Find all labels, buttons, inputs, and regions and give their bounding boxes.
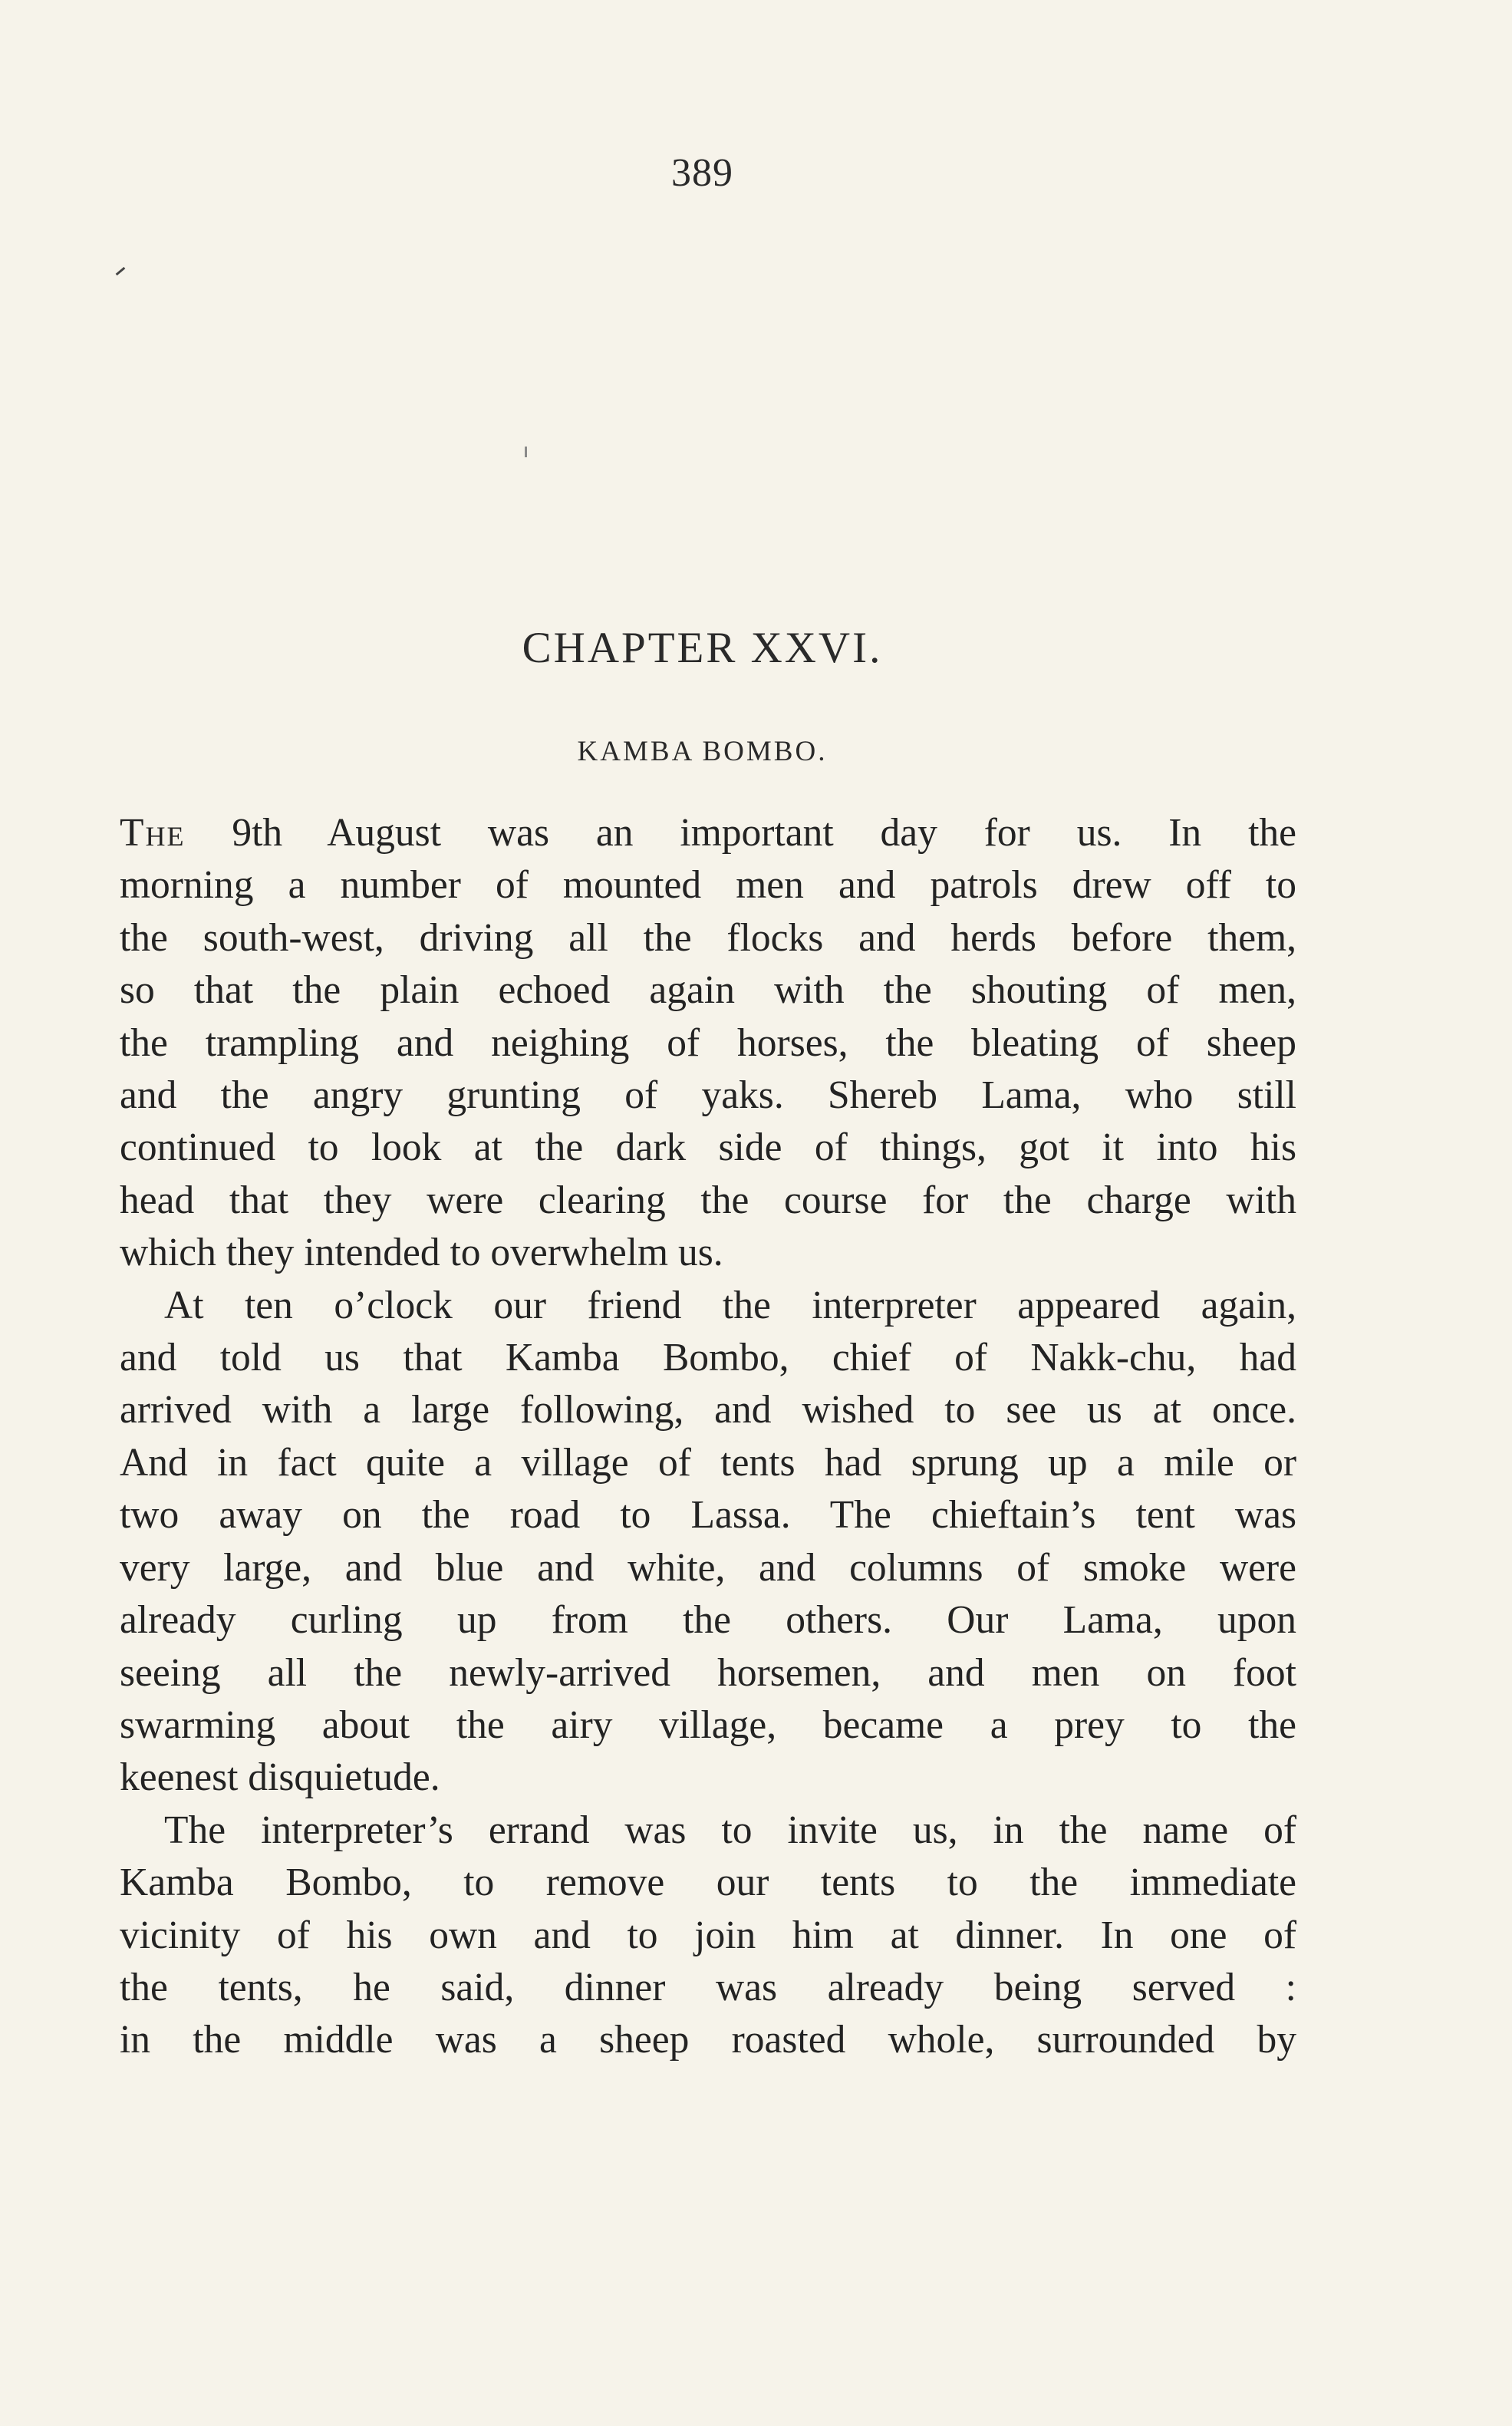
page-number: 389 [671, 151, 733, 195]
paragraph [120, 1280, 1296, 1805]
text-line: so that the plain echoed again with the shouting of men, [120, 968, 1296, 1013]
body-text [120, 807, 1296, 2067]
text-line: which they intended to overwhelm us. [120, 1231, 723, 1275]
text-line: Kamba Bombo, to remove our tents to the immediate [120, 1861, 1296, 1905]
text-line: and the angry grunting of yaks. Shereb Lama, who still [120, 1073, 1296, 1118]
text-line: morning a number of mounted men and patrols drew off to [120, 863, 1296, 908]
text-line: At ten o’clock our friend the interpreter appeared again, [164, 1283, 1296, 1327]
text-line: continued to look at the dark side of things, got it into his [120, 1126, 1296, 1170]
chapter-subtitle: KAMBA BOMBO. [577, 736, 828, 767]
text-line: two away on the road to Lassa. The chieftain’s tent was [120, 1493, 1296, 1538]
stray-mark [525, 447, 527, 457]
text-line: already curling up from the others. Our Lama, upon [120, 1598, 1296, 1643]
text-line: swarming about the airy village, became a prey to the [120, 1702, 1296, 1747]
text-line: and told us that Kamba Bombo, chief of Nakk-chu, had [120, 1336, 1296, 1380]
text-line: the south-west, driving all the flocks and herds before them, [120, 915, 1296, 960]
stray-mark [116, 267, 126, 275]
text-line: the tents, he said, dinner was already being served : [120, 1965, 1296, 2009]
text-line [120, 807, 1296, 859]
line-text: 9th August was an important day for us. In the [185, 811, 1296, 855]
text-line: very large, and blue and white, and columns of smoke were [120, 1545, 1296, 1590]
text-line: the trampling and neighing of horses, the bleating of sheep [120, 1020, 1296, 1065]
text-line: The interpreter’s errand was to invite us, in the name of [164, 1808, 1296, 1852]
text-line: keenest disquietude. [120, 1755, 440, 1800]
text-line: seeing all the newly-arrived horsemen, and men on foot [120, 1650, 1296, 1695]
text-line: arrived with a large following, and wished to see us at once. [120, 1388, 1296, 1432]
text-line: And in fact quite a village of tents had sprung up a mile or [120, 1440, 1296, 1485]
text-line: vicinity of his own and to join him at dinner. In one of [120, 1913, 1296, 1957]
paragraph [120, 1805, 1296, 2067]
paragraph [120, 807, 1296, 1280]
chapter-title: CHAPTER XXVI. [522, 624, 883, 672]
text-line: in the middle was a sheep roasted whole, surrounded by [120, 2018, 1296, 2062]
text-line: head that they were clearing the course for the charge with [120, 1178, 1296, 1222]
lead-word: The [120, 811, 186, 855]
